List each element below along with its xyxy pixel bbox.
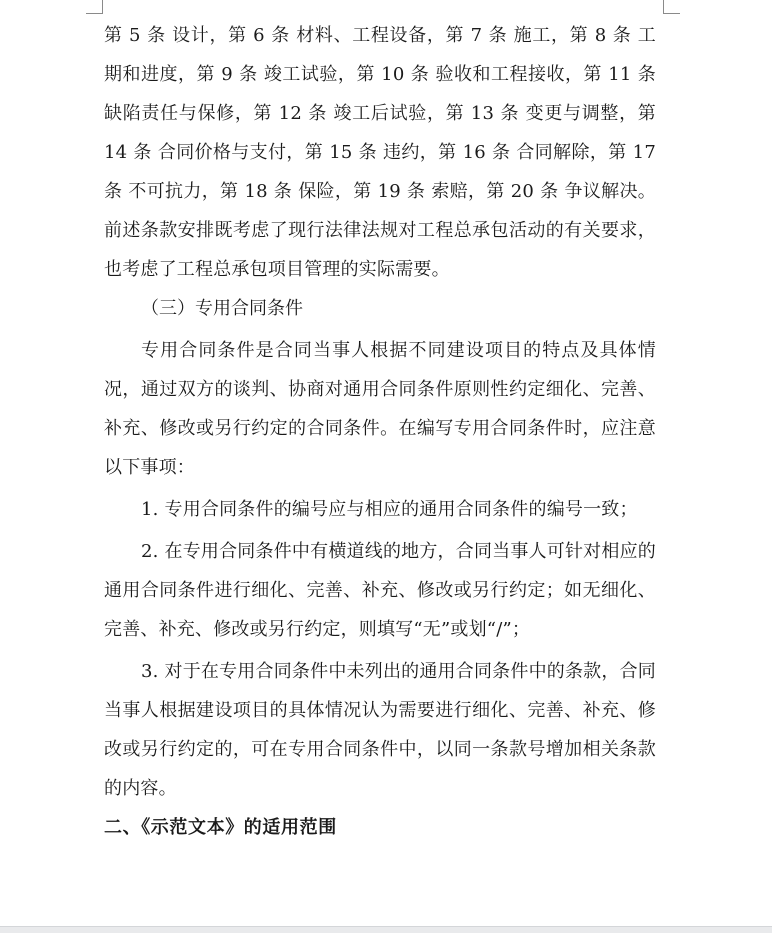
document-body[interactable] xyxy=(104,16,656,847)
list-item-3: 3. 对于在专用合同条件中未列出的通用合同条件中的条款，合同当事人根据建设项目的具体情况认为需要进行细化、完善、补充、修改或另行约定的，可在专用合同条件中，以同一条款号增加相关条款的内容。 xyxy=(104,661,656,799)
horizontal-scrollbar-track[interactable] xyxy=(0,926,772,933)
page-corner-mark-left xyxy=(86,0,103,14)
paragraph-clause-list: 第 5 条 设计，第 6 条 材料、工程设备，第 7 条 施工，第 8 条 工期和进度，第 9 条 竣工试验，第 10 条 验收和工程接收，第 11 条 缺陷责任与保修，第 12 条 竣工后试验，第 13 条 变更与调整，第 14 条 合同价格与支付，第 15 条 违约，第 16 条 合同解除，第 17 条 不可抗力，第 18 条 保险，第 19 条 索赔，第 20 条 争议解决。前述条款安排既考虑了现行法律法规对工程总承包活动的有关要求，也考虑了工程总承包项目管理的实际需要。 xyxy=(104,25,656,280)
list-item-1: 1. 专用合同条件的编号应与相应的通用合同条件的编号一致； xyxy=(141,499,638,520)
list-item-2: 2. 在专用合同条件中有横道线的地方，合同当事人可针对相应的通用合同条件进行细化、完善、补充、修改或另行约定；如无细化、完善、补充、修改或另行约定，则填写“无”或划“/”； xyxy=(104,541,656,640)
section-heading-special-conditions: （三）专用合同条件 xyxy=(141,298,303,319)
section-heading-scope: 二、《示范文本》的适用范围 xyxy=(104,817,337,838)
paragraph-special-conditions-intro: 专用合同条件是合同当事人根据不同建设项目的特点及具体情况，通过双方的谈判、协商对通用合同条件原则性约定细化、完善、补充、修改或另行约定的合同条件。在编写专用合同条件时，应注意以下事项： xyxy=(104,340,656,478)
page-corner-mark-right xyxy=(663,0,680,14)
